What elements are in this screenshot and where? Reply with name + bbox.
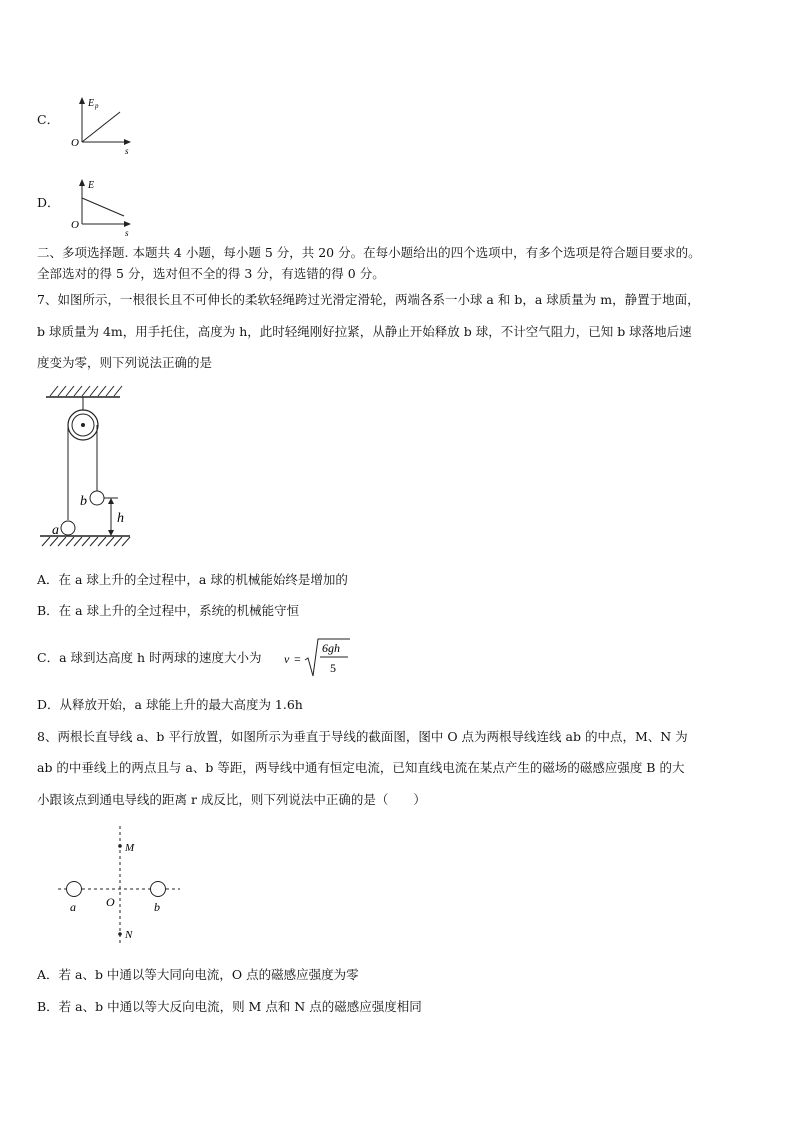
ceiling-hatch — [50, 386, 122, 396]
label-m: M — [125, 842, 135, 854]
q7-option-b: B．在 a 球上升的全过程中，系统的机械能守恒 — [37, 603, 300, 618]
graph-d-y-label: E — [88, 180, 95, 191]
q7-pulley-figure — [36, 382, 136, 552]
ball-b — [90, 491, 104, 505]
point-m — [118, 844, 122, 848]
q7-option-c-text: C．a 球到达高度 h 时两球的速度大小为 — [37, 650, 262, 665]
graph-d-y-arrow — [79, 179, 85, 186]
label-a: a — [52, 523, 59, 538]
wire-a — [67, 882, 82, 897]
q7-option-a: A．在 a 球上升的全过程中，a 球的机械能始终是增加的 — [37, 572, 348, 587]
label-n: N — [125, 929, 133, 941]
formula-denominator: 5 — [330, 661, 336, 675]
q8-line3: 小跟该点到通电导线的距离 r 成反比，则下列说法中正确的是（ ） — [37, 792, 426, 807]
label-h: h — [117, 511, 124, 526]
h-arrow-up — [108, 498, 114, 504]
formula-numerator: 6gh — [322, 641, 340, 655]
label-wire-b: b — [154, 900, 160, 914]
graph-c-x-label: s — [125, 146, 129, 156]
option-d-label: D． — [37, 195, 60, 210]
q8-line1: 8、两根长直导线 a、b 平行放置，如图所示为垂直于导线的截面图，图中 O 点为两根导线连线 ab 的中点，M、N 为 — [37, 729, 688, 744]
h-arrow-down — [108, 530, 114, 536]
formula-eq: = — [294, 652, 301, 666]
q8-wire-figure — [50, 822, 190, 950]
label-o: O — [106, 895, 115, 909]
option-c-label: C． — [37, 112, 60, 127]
ground-hatch — [42, 537, 130, 546]
label-wire-a: a — [70, 900, 76, 914]
ball-a — [61, 521, 75, 535]
graph-d-line — [82, 198, 124, 216]
graph-c-y-arrow — [79, 97, 85, 104]
q8-option-a: A．若 a、b 中通以等大同向电流，O 点的磁感应强度为零 — [37, 967, 359, 982]
q7-option-c — [37, 650, 262, 666]
graph-c-y-label: E — [88, 98, 95, 109]
graph-d-e-vs-s — [68, 176, 138, 238]
graph-c-line — [82, 112, 120, 142]
graph-c-x-arrow — [124, 139, 131, 145]
q7-option-d: D．从释放开始，a 球能上升的最大高度为 1.6h — [37, 697, 303, 712]
label-b: b — [80, 494, 87, 509]
graph-d-origin: O — [71, 219, 79, 231]
section2-line2: 全部选对的得 5 分，选对但不全的得 3 分，有选错的得 0 分。 — [37, 266, 385, 281]
graph-d-x-arrow — [124, 221, 131, 227]
point-n — [118, 932, 122, 936]
q7-line2: b 球质量为 4m，用手托住，高度为 h，此时轻绳刚好拉紧，从静止开始释放 b 球，不计空气阻力，已知 b 球落地后速 — [37, 324, 692, 339]
wire-b — [151, 882, 166, 897]
q8-option-b: B．若 a、b 中通以等大反向电流，则 M 点和 N 点的磁感应强度相同 — [37, 999, 422, 1014]
q8-line2: ab 的中垂线上的两点且与 a、b 等距，两导线中通有恒定电流，已知直线电流在某点产生的磁场的磁感应强度 B 的大 — [37, 760, 685, 775]
q7-option-c-formula — [282, 636, 354, 680]
section2-line1: 二、多项选择题. 本题共 4 小题，每小题 5 分，共 20 分。在每小题给出的四个选项中，有多个选项是符合题目要求的。 — [37, 245, 701, 260]
formula-v: v — [284, 652, 290, 666]
pulley-axle — [81, 423, 85, 427]
graph-c-y-sub: p — [95, 102, 99, 110]
q7-line3: 度变为零，则下列说法正确的是 — [37, 355, 213, 370]
graph-c-origin: O — [71, 137, 79, 149]
graph-c-ep-vs-s — [68, 94, 138, 156]
graph-d-x-label: s — [125, 228, 129, 238]
q7-line1: 7、如图所示，一根很长且不可伸长的柔软轻绳跨过光滑定滑轮，两端各系一小球 a 和 b，a 球质量为 m，静置于地面， — [37, 292, 700, 307]
